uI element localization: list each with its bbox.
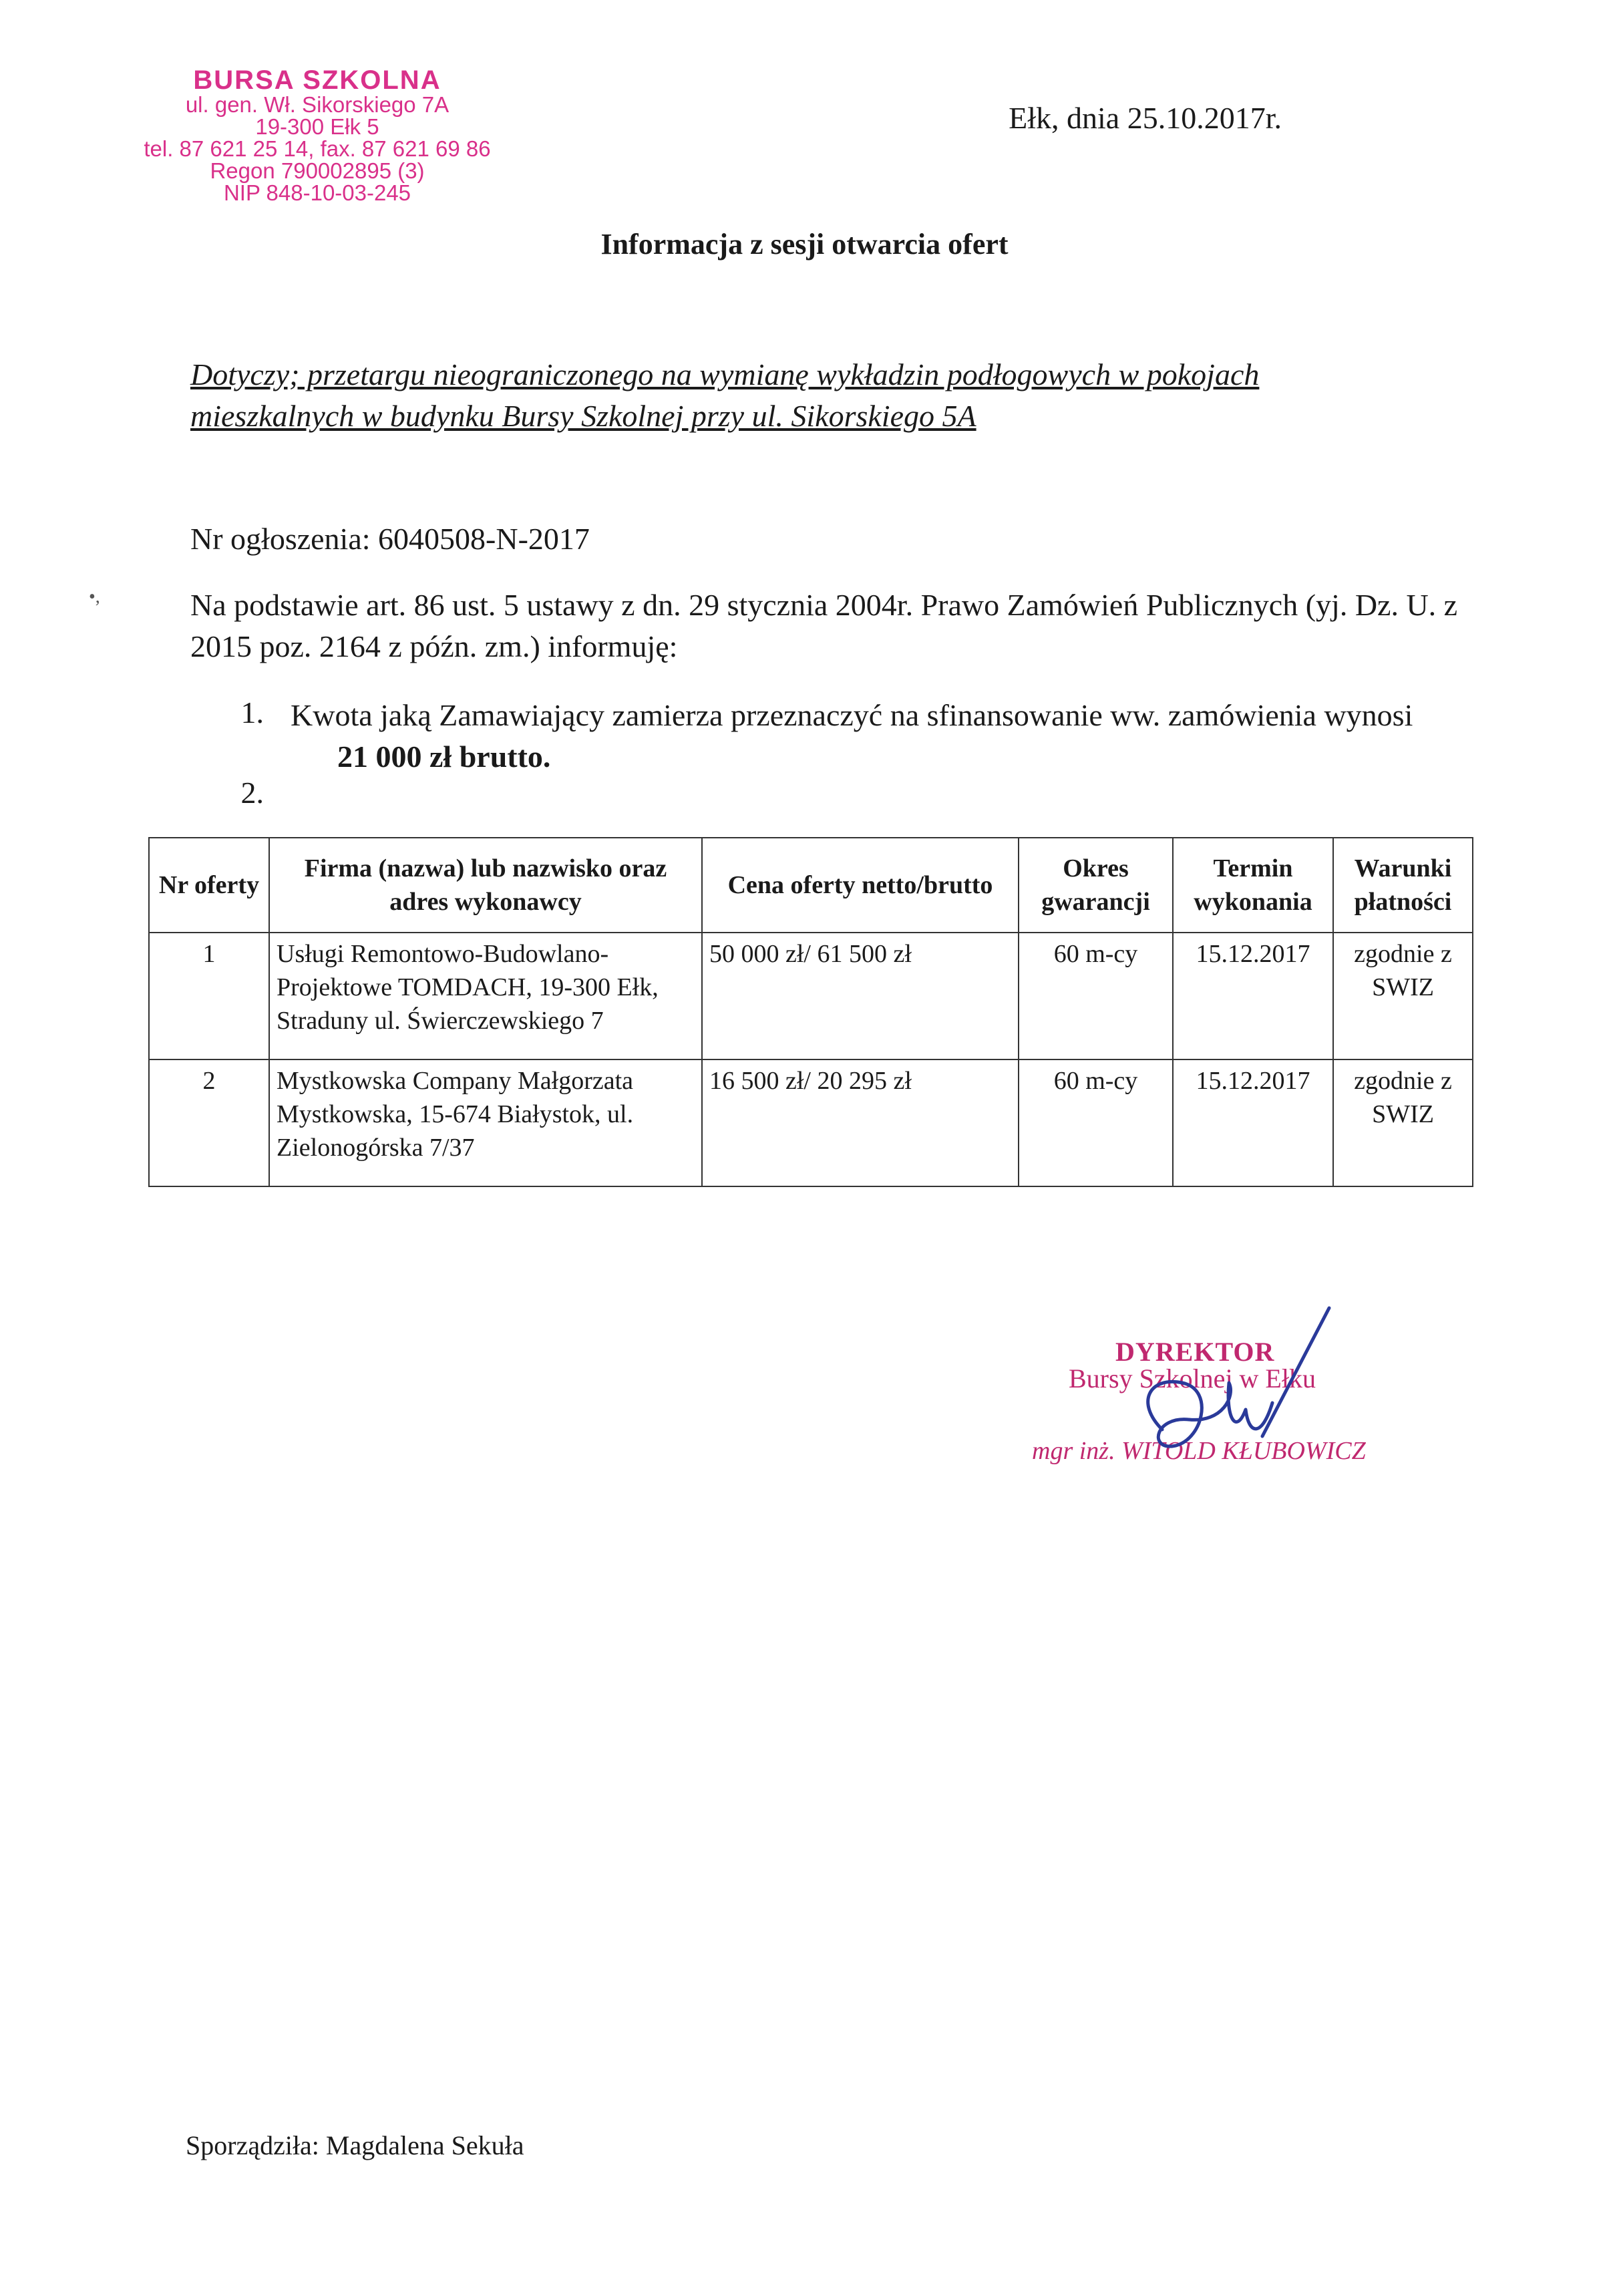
payment-terms-cell: zgodnie z SWIZ [1333, 933, 1473, 1059]
table-row [149, 933, 1473, 1059]
offer-number-cell: 2 [149, 1059, 269, 1186]
list-item-1 [291, 695, 1459, 778]
stamp-street: ul. gen. Wł. Sikorskiego 7A [185, 92, 450, 117]
letterhead-stamp [100, 67, 534, 204]
stamp-regon: Regon 790002895 (3) [210, 158, 425, 183]
header-offer-number: Nr oferty [149, 838, 269, 933]
list-item-1-number: 1. [240, 695, 264, 729]
header-deadline: Termin wykonania [1173, 838, 1333, 933]
payment-terms-cell: zgodnie z SWIZ [1333, 1059, 1473, 1186]
signature-stamp-name: mgr inż. WITOLD KŁUBOWICZ [1032, 1437, 1366, 1465]
contractor-cell: Usługi Remontowo-Budowlano-Projektowe TOMDACH, 19-300 Ełk, Straduny ul. Świerczewskiego 7 [269, 933, 702, 1059]
table-header-row [149, 838, 1473, 933]
subject-line: Dotyczy; przetargu nieograniczonego na wymianę wykładzin podłogowych w pokojach mieszkalnych w budynku Bursy Szkolnej przy ul. Sikorskiego 5A [190, 357, 1260, 433]
deadline-cell: 15.12.2017 [1173, 933, 1333, 1059]
notice-number: Nr ogłoszenia: 6040508-N-2017 [190, 522, 590, 556]
stamp-institution: BURSA SZKOLNA [193, 65, 441, 95]
offers-table [148, 837, 1473, 1187]
list-item-1-text: Kwota jaką Zamawiający zamierza przeznaczyć na sfinansowanie ww. zamówienia wynosi [291, 698, 1413, 732]
contractor-cell: Mystkowska Company Małgorzata Mystkowska, 15-674 Białystok, ul. Zielonogórska 7/37 [269, 1059, 702, 1186]
signature-stamp-org: Bursy Szkolnej w Ełku [1069, 1363, 1316, 1393]
header-warranty: Okres gwarancji [1019, 838, 1173, 933]
margin-mark: •, [89, 587, 100, 607]
document-title: Informacja z sesji otwarcia ofert [600, 228, 1009, 261]
stamp-postcode: 19-300 Ełk 5 [255, 114, 379, 139]
warranty-cell: 60 m-cy [1019, 933, 1173, 1059]
deadline-cell: 15.12.2017 [1173, 1059, 1333, 1186]
stamp-nip: NIP 848-10-03-245 [223, 180, 411, 205]
price-cell: 16 500 zł/ 20 295 zł [702, 1059, 1019, 1186]
list-item-2-number: 2. [240, 776, 264, 810]
header-price: Cena oferty netto/brutto [702, 838, 1019, 933]
budget-amount: 21 000 zł brutto. [337, 740, 551, 774]
price-cell: 50 000 zł/ 61 500 zł [702, 933, 1019, 1059]
table-row [149, 1059, 1473, 1186]
legal-basis-paragraph: Na podstawie art. 86 ust. 5 ustawy z dn. 29 stycznia 2004r. Prawo Zamówień Publicznych (yj. Dz. U. z 2015 poz. 2164 z późn. zm.) informuję: [190, 588, 1458, 663]
signature-stamp-title: DYREKTOR [1115, 1337, 1275, 1367]
header-contractor: Firma (nazwa) lub nazwisko oraz adres wykonawcy [269, 838, 702, 933]
place-date: Ełk, dnia 25.10.2017r. [1009, 101, 1282, 135]
stamp-phone: tel. 87 621 25 14, fax. 87 621 69 86 [144, 136, 491, 161]
warranty-cell: 60 m-cy [1019, 1059, 1173, 1186]
offer-number-cell: 1 [149, 933, 269, 1059]
handwritten-signature [1109, 1303, 1349, 1476]
prepared-by: Sporządziła: Magdalena Sekuła [186, 2130, 524, 2160]
header-payment-terms: Warunki płatności [1333, 838, 1473, 933]
